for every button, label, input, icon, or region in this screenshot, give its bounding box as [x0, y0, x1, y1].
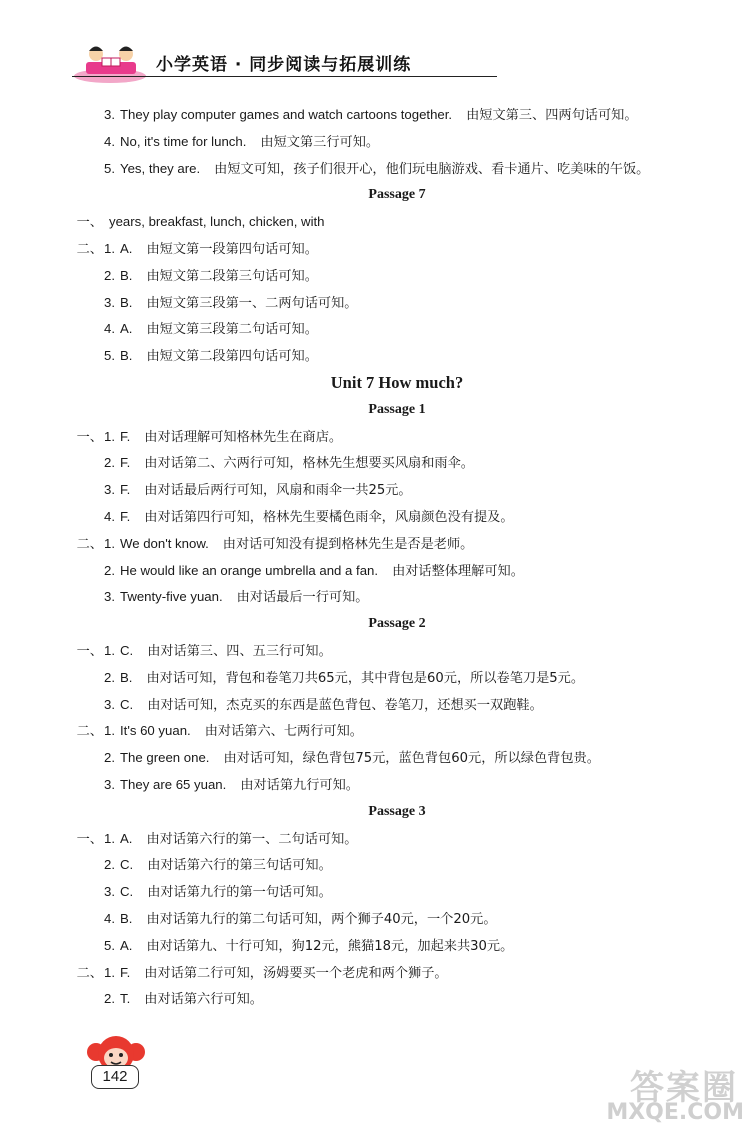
answer-text: It's 60 yuan.: [120, 723, 191, 739]
answer-text: years, breakfast, lunch, chicken, with: [109, 214, 325, 230]
question-number: 1.: [104, 723, 115, 739]
answer-line: [62, 745, 732, 772]
watermark-url: MXQE.COM: [606, 1100, 744, 1125]
explanation-text: 由短文第三、四两句话可知。: [466, 108, 638, 123]
question-number: 3.: [104, 482, 115, 498]
question-number: 3.: [104, 884, 115, 900]
question-number: 3.: [104, 776, 115, 792]
explanation-text: 由对话可知，绿色背包75元，蓝色背包60元，所以绿色背包贵。: [223, 751, 600, 767]
answer-text: F.: [120, 455, 131, 471]
answer-line: [62, 584, 732, 611]
answer-text: The green one.: [120, 750, 210, 766]
answer-text: C.: [120, 642, 134, 658]
answer-line: [62, 102, 732, 129]
explanation-text: 由对话可知没有提到格林先生是否是老师。: [222, 536, 474, 552]
watermark-logo: 答案圈: [630, 1068, 738, 1108]
answer-text: A.: [120, 830, 133, 846]
question-number: 4.: [104, 133, 115, 149]
passage-heading: Passage 7: [368, 187, 426, 203]
answer-line: [62, 290, 732, 317]
answer-line: [62, 343, 732, 370]
question-number: 3.: [104, 107, 115, 122]
answer-line: [62, 772, 732, 799]
answer-text: They are 65 yuan.: [120, 776, 227, 792]
question-number: 2.: [104, 267, 115, 283]
question-number: 1.: [104, 240, 115, 256]
explanation-text: 由对话第六、七两行可知。: [204, 724, 363, 740]
answer-text: B.: [120, 669, 133, 685]
answer-line: [62, 852, 732, 879]
page-number: 142: [91, 1065, 139, 1089]
answer-line: [62, 531, 732, 558]
answer-line: [62, 450, 732, 477]
explanation-text: 由对话第二、六两行可知，格林先生想要买风扇和雨伞。: [144, 456, 474, 472]
answer-text: We don't know.: [120, 535, 209, 551]
answer-line: [62, 665, 732, 692]
explanation-text: 由对话第九行的第一句话可知。: [147, 885, 332, 901]
answer-text: B.: [120, 267, 133, 283]
question-number: 1.: [104, 642, 115, 658]
passage-heading: Passage 2: [368, 616, 426, 632]
answer-text: Yes, they are.: [120, 160, 201, 176]
answer-line: [62, 263, 732, 290]
question-number: 5.: [104, 348, 115, 364]
answer-line: [62, 879, 732, 906]
explanation-text: 由对话最后一行可知。: [236, 590, 369, 606]
question-number: 4.: [104, 508, 115, 524]
explanation-text: 由对话第九、十行可知，狗12元，熊猫18元，加起来共30元。: [146, 938, 514, 954]
answer-line: [62, 156, 732, 183]
passage-heading: Passage 1: [368, 401, 426, 417]
explanation-text: 由对话理解可知格林先生在商店。: [144, 429, 343, 445]
question-number: 1.: [104, 964, 115, 980]
explanation-text: 由短文第一段第四句话可知。: [146, 241, 318, 257]
answer-line: [62, 424, 732, 451]
question-number: 4.: [104, 910, 115, 926]
answer-line: [62, 504, 732, 531]
question-number: 2.: [104, 562, 115, 578]
question-number: 3.: [104, 294, 115, 310]
answer-text: A.: [120, 937, 133, 953]
section-prefix: 一、: [76, 830, 103, 846]
answer-line: [62, 906, 732, 933]
explanation-text: 由短文可知，孩子们很开心，他们玩电脑游戏、看卡通片、吃美味的午饭。: [214, 161, 650, 177]
answer-text: B.: [120, 348, 133, 364]
answer-text: C.: [120, 696, 134, 712]
explanation-text: 由对话第三、四、五三行可知。: [147, 643, 332, 659]
section-prefix: 二、: [76, 723, 103, 739]
answer-text: F.: [120, 508, 131, 524]
answer-line: [62, 316, 732, 343]
page-header: [72, 40, 502, 86]
section-prefix: 一、: [76, 214, 103, 230]
answer-line: [62, 129, 732, 156]
answer-line: [62, 718, 732, 745]
question-number: 2.: [104, 857, 115, 873]
section-prefix: 二、: [76, 964, 103, 980]
answer-text: They play computer games and watch cartoons together.: [120, 107, 453, 122]
answer-line: [62, 986, 732, 1013]
explanation-text: 由对话第六行的第三句话可知。: [147, 858, 332, 874]
question-number: 1.: [104, 428, 115, 444]
question-number: 2.: [104, 991, 115, 1007]
header-divider: [72, 76, 497, 77]
explanation-text: 由对话第九行可知。: [240, 777, 359, 793]
answer-line: [62, 960, 732, 987]
answer-line: [62, 692, 732, 719]
question-number: 4.: [104, 321, 115, 337]
header-title: 小学英语 · 同步阅读与拓展训练: [156, 55, 412, 75]
passage-heading: Passage 3: [368, 803, 426, 819]
explanation-text: 由短文第三行可知。: [260, 134, 380, 150]
answer-text: B.: [120, 910, 133, 926]
explanation-text: 由对话可知，背包和卷笔刀共65元，其中背包是60元，所以卷笔刀是5元。: [146, 670, 585, 686]
section-prefix: 二、: [76, 240, 103, 256]
answer-text: No, it's time for lunch.: [120, 133, 247, 149]
question-number: 3.: [104, 589, 115, 605]
answer-text: T.: [120, 991, 131, 1007]
question-number: 3.: [104, 696, 115, 712]
explanation-text: 由对话第二行可知，汤姆要买一个老虎和两个狮子。: [144, 965, 448, 981]
answer-line: [62, 638, 732, 665]
explanation-text: 由短文第三段第二句话可知。: [146, 322, 318, 338]
question-number: 2.: [104, 750, 115, 766]
question-number: 2.: [104, 669, 115, 685]
answer-line: [62, 477, 732, 504]
answer-text: Twenty-five yuan.: [120, 589, 223, 605]
answer-line: [62, 236, 732, 263]
explanation-text: 由短文第二段第四句话可知。: [146, 349, 318, 365]
explanation-text: 由对话第六行的第一、二句话可知。: [146, 831, 358, 847]
explanation-text: 由对话第六行可知。: [144, 992, 263, 1008]
answer-text: A.: [120, 240, 133, 256]
answer-text: F.: [120, 964, 131, 980]
answer-text: F.: [120, 482, 131, 498]
explanation-text: 由对话第九行的第二句话可知，两个狮子40元，一个20元。: [146, 911, 497, 927]
answer-line: [62, 209, 732, 236]
question-number: 5.: [104, 160, 115, 176]
answer-text: C.: [120, 857, 134, 873]
answer-text: F.: [120, 428, 131, 444]
explanation-text: 由对话最后两行可知，风扇和雨伞一共25元。: [144, 483, 412, 499]
answer-text: A.: [120, 321, 133, 337]
section-prefix: 一、: [76, 428, 103, 444]
unit-heading: Unit 7 How much?: [330, 372, 464, 392]
explanation-text: 由短文第二段第三句话可知。: [146, 268, 318, 284]
question-number: 5.: [104, 937, 115, 953]
question-number: 1.: [104, 535, 115, 551]
explanation-text: 由短文第三段第一、二两句话可知。: [146, 295, 358, 311]
answer-line: [62, 558, 732, 585]
explanation-text: 由对话可知，杰克买的东西是蓝色背包、卷笔刀，还想买一双跑鞋。: [147, 697, 543, 713]
answer-text: C.: [120, 884, 134, 900]
answer-line: [62, 933, 732, 960]
section-prefix: 一、: [76, 642, 103, 658]
children-reading-logo-icon: [72, 40, 150, 84]
explanation-text: 由对话第四行可知，格林先生要橘色雨伞，风扇颜色没有提及。: [144, 509, 514, 525]
answer-content: [62, 102, 732, 1013]
section-prefix: 二、: [76, 535, 103, 551]
answer-text: B.: [120, 294, 133, 310]
question-number: 2.: [104, 455, 115, 471]
answer-text: He would like an orange umbrella and a fan.: [120, 562, 379, 578]
question-number: 1.: [104, 830, 115, 846]
explanation-text: 由对话整体理解可知。: [392, 563, 524, 579]
answer-line: [62, 826, 732, 853]
